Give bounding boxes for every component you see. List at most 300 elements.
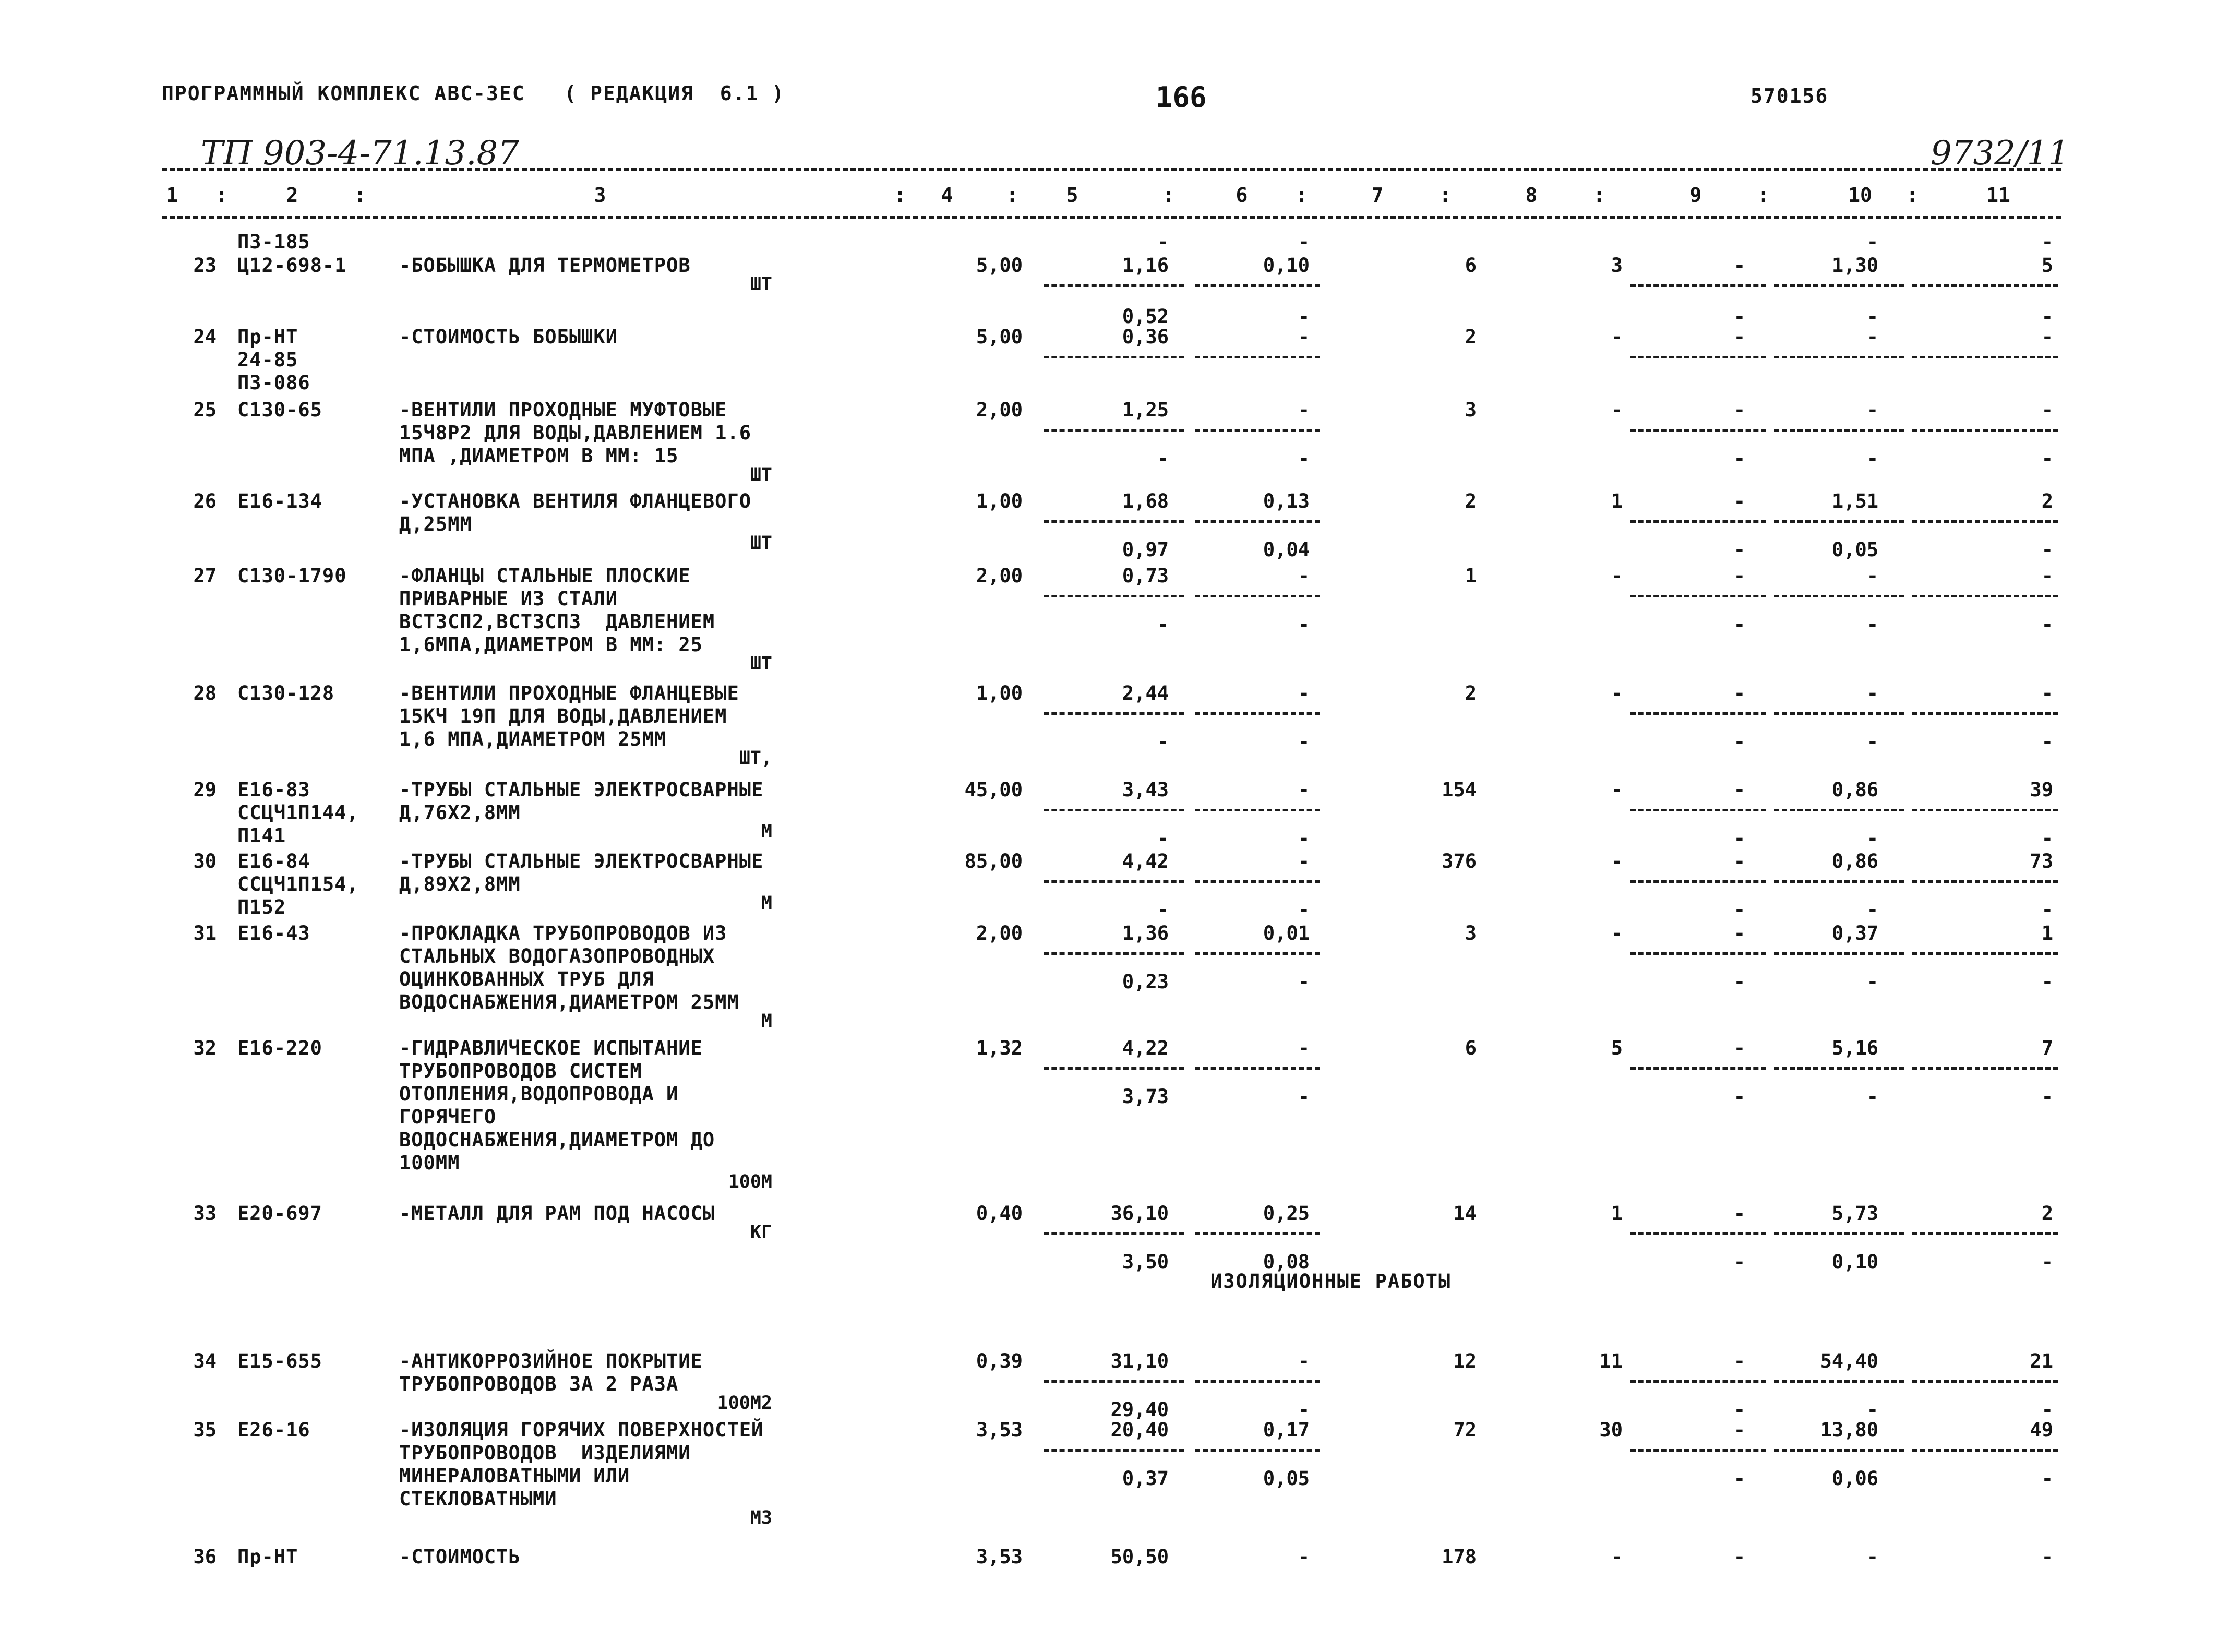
- unit-of-measure: М3: [750, 1507, 772, 1528]
- cell-divider: [1195, 356, 1320, 358]
- item-name: -ТРУБЫ СТАЛЬНЫЕ ЭЛЕКТРОСВАРНЫЕ: [399, 779, 764, 801]
- cell-c8: 11: [1599, 1350, 1623, 1372]
- row-number: 25: [193, 399, 217, 421]
- item-name: -БОБЫШКА ДЛЯ ТЕРМОМЕТРОВ: [399, 254, 691, 277]
- cell-divider: [1195, 1449, 1320, 1452]
- cell-c6-sub: -: [1298, 1085, 1310, 1108]
- cell-c9-sub: -: [1733, 613, 1745, 636]
- cell-c5: 4,22: [1122, 1037, 1169, 1059]
- cell-c5: 1,25: [1122, 399, 1169, 421]
- unit-of-measure: ШТ: [750, 533, 772, 554]
- cell-c7: 376: [1442, 850, 1477, 872]
- item-code: Е26-16: [237, 1419, 310, 1441]
- cell-divider: [1195, 284, 1320, 287]
- cell-c11: 5: [2041, 254, 2053, 277]
- row-number: 34: [193, 1350, 217, 1372]
- cell-divider: [1912, 520, 2058, 523]
- document-code: 570156: [1751, 85, 1829, 107]
- cell-c9: -: [1733, 1546, 1745, 1568]
- cell-c10: 0,86: [1831, 850, 1878, 872]
- cell-c9-sub: -: [1733, 1467, 1745, 1490]
- cell-c9: -: [1733, 850, 1745, 872]
- cell-divider: [1774, 952, 1904, 955]
- cell-divider: [1630, 1449, 1766, 1452]
- cell-divider: [1044, 595, 1184, 597]
- item-name: ВОДОСНАБЖЕНИЯ,ДИАМЕТРОМ ДО: [399, 1129, 715, 1151]
- cell-divider: [1774, 1449, 1904, 1452]
- unit-of-measure: 100М2: [717, 1393, 772, 1414]
- cell-divider: [1912, 595, 2058, 597]
- cell-c5: 50,50: [1110, 1546, 1169, 1568]
- cell-divider: [1630, 880, 1766, 883]
- sheet-number: 9732/11: [1931, 134, 2069, 173]
- page-number: 166: [1156, 81, 1207, 114]
- cell-c4: 3,53: [976, 1419, 1023, 1441]
- cell-divider: [1774, 712, 1904, 715]
- cell-c6: 0,17: [1263, 1419, 1310, 1441]
- cell-c6-sub: -: [1298, 827, 1310, 849]
- row-number: 24: [193, 326, 217, 348]
- cell-divider: [1774, 1067, 1904, 1070]
- cell-c10-sub: 0,05: [1831, 538, 1878, 561]
- cell-divider: [1774, 429, 1904, 432]
- cell-divider: [1912, 1380, 2058, 1383]
- item-code: Е16-83: [237, 779, 310, 801]
- cell-c9: -: [1733, 565, 1745, 587]
- cell-c10-sub: 0,06: [1831, 1467, 1878, 1490]
- cell-c4: 0,40: [976, 1202, 1023, 1225]
- item-name: Д,25ММ: [399, 513, 472, 535]
- cell-c4: 3,53: [976, 1546, 1023, 1568]
- item-name: 15КЧ 19П ДЛЯ ВОДЫ,ДАВЛЕНИЕМ: [399, 705, 727, 727]
- cell-c9-sub: -: [1733, 1251, 1745, 1273]
- cell-c4: 1,00: [976, 682, 1023, 704]
- cell-c7: 6: [1465, 254, 1477, 277]
- item-code: ПЗ-185: [237, 231, 310, 253]
- cell-c9: -: [1733, 305, 1745, 328]
- cell-c5: 3,43: [1122, 779, 1169, 801]
- column-number-5: 5: [1066, 184, 1078, 207]
- cell-c6: -: [1298, 565, 1310, 587]
- cell-c11: -: [2041, 682, 2053, 704]
- cell-c7: 154: [1442, 779, 1477, 801]
- cell-c4: 0,39: [976, 1350, 1023, 1372]
- cell-c5: 0,73: [1122, 565, 1169, 587]
- cell-c10-sub: -: [1866, 827, 1878, 849]
- cell-c6-sub: -: [1298, 1398, 1310, 1421]
- cell-c10-sub: -: [1866, 1085, 1878, 1108]
- cell-c9: -: [1733, 1350, 1745, 1372]
- cell-c9: -: [1733, 1202, 1745, 1225]
- item-name: -СТОИМОСТЬ: [399, 1546, 521, 1568]
- column-number-9: 9: [1689, 184, 1702, 207]
- header-top-rule: [162, 168, 2061, 171]
- cell-divider: [1195, 1067, 1320, 1070]
- item-name: -ТРУБЫ СТАЛЬНЫЕ ЭЛЕКТРОСВАРНЫЕ: [399, 850, 764, 872]
- item-name: -АНТИКОРРОЗИЙНОЕ ПОКРЫТИЕ: [399, 1350, 703, 1372]
- column-separator: :: [1162, 184, 1175, 207]
- cell-c10: 5,16: [1831, 1037, 1878, 1059]
- cell-c5: 2,44: [1122, 682, 1169, 704]
- cell-c6: 0,13: [1263, 490, 1310, 512]
- column-number-7: 7: [1371, 184, 1384, 207]
- cell-divider: [1044, 1449, 1184, 1452]
- cell-divider: [1195, 1380, 1320, 1383]
- item-name: ТРУБОПРОВОДОВ ЗА 2 РАЗА: [399, 1373, 679, 1395]
- cell-c9: -: [1733, 254, 1745, 277]
- cell-c7: 3: [1465, 399, 1477, 421]
- item-name: ТРУБОПРОВОДОВ СИСТЕМ: [399, 1060, 642, 1082]
- row-number: 27: [193, 565, 217, 587]
- item-name: 100ММ: [399, 1152, 460, 1174]
- item-code: Е16-134: [237, 490, 322, 512]
- cell-c11: 39: [2030, 779, 2053, 801]
- item-name: ГОРЯЧЕГО: [399, 1106, 497, 1128]
- cell-divider: [1774, 284, 1904, 287]
- cell-c6-sub: -: [1298, 447, 1310, 470]
- cell-c9: -: [1733, 922, 1745, 944]
- cell-divider: [1774, 595, 1904, 597]
- cell-c5: 4,42: [1122, 850, 1169, 872]
- cell-c11-sub: -: [2041, 731, 2053, 753]
- cell-c11: -: [2041, 1546, 2053, 1568]
- item-name: ПРИВАРНЫЕ ИЗ СТАЛИ: [399, 588, 618, 610]
- cell-c11: 2: [2041, 490, 2053, 512]
- cell-c11: 49: [2030, 1419, 2053, 1441]
- cell-divider: [1912, 356, 2058, 358]
- cell-c10: 13,80: [1820, 1419, 1878, 1441]
- cell-c11: 73: [2030, 850, 2053, 872]
- item-name: ВОДОСНАБЖЕНИЯ,ДИАМЕТРОМ 25ММ: [399, 991, 739, 1013]
- cell-c5: 31,10: [1110, 1350, 1169, 1372]
- unit-of-measure: М: [761, 821, 772, 842]
- item-code: 24-85: [237, 349, 298, 371]
- cell-divider: [1630, 1232, 1766, 1235]
- cell-divider: [1044, 1380, 1184, 1383]
- column-separator: :: [354, 184, 366, 207]
- cell-c4: 85,00: [964, 850, 1023, 872]
- cell-c8: -: [1611, 850, 1623, 872]
- cell-c6: -: [1298, 1037, 1310, 1059]
- cell-c5-sub: 3,50: [1122, 1251, 1169, 1273]
- cell-divider: [1630, 595, 1766, 597]
- cell-c5-sub: -: [1157, 447, 1169, 470]
- unit-of-measure: М: [761, 1011, 772, 1032]
- item-name: 1,6МПА,ДИАМЕТРОМ В ММ: 25: [399, 633, 703, 656]
- row-number: 26: [193, 490, 217, 512]
- cell-divider: [1044, 809, 1184, 811]
- cell-c11: -: [2041, 231, 2053, 253]
- cell-divider: [1195, 880, 1320, 883]
- cell-c6: 0,25: [1263, 1202, 1310, 1225]
- cell-c5: 1,36: [1122, 922, 1169, 944]
- column-number-11: 11: [1986, 184, 2010, 207]
- cell-divider: [1044, 952, 1184, 955]
- unit-of-measure: 100М: [728, 1171, 772, 1192]
- unit-of-measure: ШТ: [750, 653, 772, 674]
- column-separator: :: [1593, 184, 1605, 207]
- column-separator: :: [894, 184, 906, 207]
- cell-divider: [1912, 809, 2058, 811]
- cell-c4: 5,00: [976, 254, 1023, 277]
- cell-c9-sub: -: [1733, 827, 1745, 849]
- cell-c6: -: [1298, 1350, 1310, 1372]
- row-number: 36: [193, 1546, 217, 1568]
- cell-divider: [1774, 880, 1904, 883]
- row-number: 30: [193, 850, 217, 872]
- cell-c10-sub: -: [1866, 447, 1878, 470]
- item-code: С130-128: [237, 682, 335, 704]
- cell-c10-sub: -: [1866, 1398, 1878, 1421]
- cell-c7: 14: [1453, 1202, 1477, 1225]
- item-code: Е20-697: [237, 1202, 322, 1225]
- cell-c11: 2: [2041, 1202, 2053, 1225]
- cell-c11-sub: -: [2041, 899, 2053, 921]
- item-name: Д,89Х2,8ММ: [399, 873, 521, 895]
- cell-c10: -: [1866, 399, 1878, 421]
- cell-divider: [1630, 356, 1766, 358]
- cell-c10-sub: -: [1866, 971, 1878, 993]
- cell-divider: [1195, 952, 1320, 955]
- cell-c4: 1,32: [976, 1037, 1023, 1059]
- row-number: 35: [193, 1419, 217, 1441]
- item-name: -ПРОКЛАДКА ТРУБОПРОВОДОВ ИЗ: [399, 922, 727, 944]
- cell-c9: -: [1733, 682, 1745, 704]
- cell-c8: 30: [1599, 1419, 1623, 1441]
- item-code: Е16-84: [237, 850, 310, 872]
- row-number: 23: [193, 254, 217, 277]
- cell-divider: [1044, 520, 1184, 523]
- cell-c4: 1,00: [976, 490, 1023, 512]
- cell-c10: -: [1866, 231, 1878, 253]
- cell-divider: [1195, 809, 1320, 811]
- cell-c10-sub: -: [1866, 899, 1878, 921]
- item-name: СТЕКЛОВАТНЫМИ: [399, 1488, 557, 1510]
- cell-c8: -: [1611, 565, 1623, 587]
- cell-c9-sub: -: [1733, 731, 1745, 753]
- cell-divider: [1774, 809, 1904, 811]
- cell-c9-sub: -: [1733, 971, 1745, 993]
- column-separator: :: [1439, 184, 1452, 207]
- cell-c7: 2: [1465, 326, 1477, 348]
- cell-c8: -: [1611, 779, 1623, 801]
- cell-divider: [1630, 429, 1766, 432]
- cell-c10: 0,86: [1831, 779, 1878, 801]
- item-name: -ГИДРАВЛИЧЕСКОЕ ИСПЫТАНИЕ: [399, 1037, 703, 1059]
- cell-c6-sub: 0,05: [1263, 1467, 1310, 1490]
- cell-c10-sub: -: [1866, 613, 1878, 636]
- row-number: 28: [193, 682, 217, 704]
- column-separator: :: [1757, 184, 1770, 207]
- cell-c6-sub: -: [1298, 731, 1310, 753]
- cell-c11-sub: -: [2041, 613, 2053, 636]
- cell-c11: -: [2041, 399, 2053, 421]
- row-number: 31: [193, 922, 217, 944]
- unit-of-measure: КГ: [750, 1222, 772, 1243]
- unit-of-measure: М: [761, 893, 772, 914]
- cell-c10: 1,51: [1831, 490, 1878, 512]
- cell-c7: 2: [1465, 490, 1477, 512]
- cell-c6: 0,10: [1263, 254, 1310, 277]
- item-code: Е16-43: [237, 922, 310, 944]
- cell-divider: [1630, 1380, 1766, 1383]
- item-name: -ВЕНТИЛИ ПРОХОДНЫЕ МУФТОВЫЕ: [399, 399, 727, 421]
- item-code: Ц12-698-1: [237, 254, 347, 277]
- cell-divider: [1195, 712, 1320, 715]
- cell-c7: 2: [1465, 682, 1477, 704]
- cell-c4: 5,00: [976, 326, 1023, 348]
- cell-c6-sub: 0,04: [1263, 538, 1310, 561]
- row-number: 32: [193, 1037, 217, 1059]
- cell-divider: [1044, 429, 1184, 432]
- cell-c4: 2,00: [976, 399, 1023, 421]
- cell-c8: -: [1611, 326, 1623, 348]
- cell-divider: [1912, 1067, 2058, 1070]
- cell-divider: [1195, 520, 1320, 523]
- item-name: -МЕТАЛЛ ДЛЯ РАМ ПОД НАСОСЫ: [399, 1202, 715, 1225]
- item-code: Е15-655: [237, 1350, 322, 1372]
- item-name: -ФЛАНЦЫ СТАЛЬНЫЕ ПЛОСКИЕ: [399, 565, 691, 587]
- cell-c4: 45,00: [964, 779, 1023, 801]
- cell-c4: 2,00: [976, 922, 1023, 944]
- cell-c9-sub: -: [1733, 899, 1745, 921]
- item-name: СТАЛЬНЫХ ВОДОГАЗОПРОВОДНЫХ: [399, 945, 715, 967]
- item-code: ССЦЧ1П144,: [237, 801, 359, 824]
- column-number-3: 3: [594, 184, 606, 207]
- cell-c6: -: [1298, 682, 1310, 704]
- cell-c5-sub: 0,23: [1122, 971, 1169, 993]
- unit-of-measure: ШТ: [750, 464, 772, 485]
- cell-c5: 1,16: [1122, 254, 1169, 277]
- cell-c4: 2,00: [976, 565, 1023, 587]
- cell-c11-sub: -: [2041, 827, 2053, 849]
- unit-of-measure: ШТ: [750, 274, 772, 295]
- cell-c10: -: [1866, 1546, 1878, 1568]
- cell-c11: -: [2041, 305, 2053, 328]
- cell-c9-sub: -: [1733, 447, 1745, 470]
- unit-of-measure: ШТ,: [739, 748, 772, 769]
- cell-divider: [1630, 712, 1766, 715]
- column-separator: :: [1296, 184, 1308, 207]
- item-name: ВСТ3СП2,ВСТ3СП3 ДАВЛЕНИЕМ: [399, 610, 715, 633]
- row-number: 33: [193, 1202, 217, 1225]
- cell-c9: -: [1733, 779, 1745, 801]
- cell-divider: [1630, 809, 1766, 811]
- cell-c8: -: [1611, 1546, 1623, 1568]
- cell-c10: -: [1866, 682, 1878, 704]
- cell-c9: -: [1733, 1037, 1745, 1059]
- item-code: ПЗ-086: [237, 372, 310, 394]
- cell-c11: 7: [2041, 1037, 2053, 1059]
- cell-c11-sub: -: [2041, 1467, 2053, 1490]
- project-code: ТП 903-4-71.13.87: [201, 134, 519, 173]
- cell-divider: [1912, 429, 2058, 432]
- cell-c10: 1,30: [1831, 254, 1878, 277]
- cell-c7: 1: [1465, 565, 1477, 587]
- cell-c8: 3: [1611, 254, 1623, 277]
- cell-c7: 178: [1442, 1546, 1477, 1568]
- item-name: ОТОПЛЕНИЯ,ВОДОПРОВОДА И: [399, 1083, 679, 1105]
- cell-c8: 1: [1611, 1202, 1623, 1225]
- cell-c9-sub: -: [1733, 1085, 1745, 1108]
- cell-divider: [1044, 880, 1184, 883]
- cell-c5: 0,52: [1122, 305, 1169, 328]
- cell-divider: [1774, 1380, 1904, 1383]
- cell-divider: [1630, 952, 1766, 955]
- cell-c10-sub: 0,10: [1831, 1251, 1878, 1273]
- row-number: 29: [193, 779, 217, 801]
- cell-c6: -: [1298, 326, 1310, 348]
- cell-c5: 1,68: [1122, 490, 1169, 512]
- cell-divider: [1630, 520, 1766, 523]
- cell-divider: [1630, 1067, 1766, 1070]
- item-name: -СТОИМОСТЬ БОБЫШКИ: [399, 326, 618, 348]
- cell-c5: -: [1157, 231, 1169, 253]
- cell-divider: [1044, 712, 1184, 715]
- cell-c8: 5: [1611, 1037, 1623, 1059]
- item-code: Е16-220: [237, 1037, 322, 1059]
- item-name: 15Ч8Р2 ДЛЯ ВОДЫ,ДАВЛЕНИЕМ 1.6: [399, 422, 752, 444]
- program-title: ПРОГРАММНЫЙ КОМПЛЕКС АВС-3ЕС ( РЕДАКЦИЯ 6.1 ): [162, 82, 785, 105]
- cell-c11-sub: -: [2041, 1398, 2053, 1421]
- cell-c9: -: [1733, 326, 1745, 348]
- cell-c5-sub: 0,37: [1122, 1467, 1169, 1490]
- cell-c6: -: [1298, 231, 1310, 253]
- cell-c11-sub: -: [2041, 447, 2053, 470]
- item-name: ТРУБОПРОВОДОВ ИЗДЕЛИЯМИ: [399, 1442, 691, 1464]
- cell-c11: -: [2041, 326, 2053, 348]
- item-code: С130-65: [237, 399, 322, 421]
- item-code: ССЦЧ1П154,: [237, 873, 359, 895]
- cell-c10: -: [1866, 565, 1878, 587]
- cell-c9-sub: -: [1733, 538, 1745, 561]
- column-number-6: 6: [1236, 184, 1248, 207]
- column-number-1: 1: [166, 184, 178, 207]
- cell-c10-sub: -: [1866, 731, 1878, 753]
- cell-divider: [1630, 284, 1766, 287]
- cell-divider: [1044, 1067, 1184, 1070]
- cell-c9: -: [1733, 399, 1745, 421]
- cell-divider: [1912, 1232, 2058, 1235]
- cell-divider: [1044, 284, 1184, 287]
- cell-c11-sub: -: [2041, 538, 2053, 561]
- cell-c11-sub: -: [2041, 1085, 2053, 1108]
- column-number-8: 8: [1525, 184, 1538, 207]
- cell-divider: [1774, 1232, 1904, 1235]
- cell-divider: [1912, 1449, 2058, 1452]
- cell-c5-sub: -: [1157, 899, 1169, 921]
- cell-divider: [1912, 880, 2058, 883]
- cell-divider: [1912, 712, 2058, 715]
- cell-c7: 6: [1465, 1037, 1477, 1059]
- cell-c5: 0,36: [1122, 326, 1169, 348]
- cell-c6-sub: -: [1298, 899, 1310, 921]
- cell-c11-sub: -: [2041, 1251, 2053, 1273]
- item-name: МИНЕРАЛОВАТНЫМИ ИЛИ: [399, 1465, 630, 1487]
- cell-c6: -: [1298, 1546, 1310, 1568]
- item-code: П141: [237, 824, 286, 847]
- cell-c11: 21: [2030, 1350, 2053, 1372]
- cell-divider: [1195, 1232, 1320, 1235]
- cell-divider: [1195, 595, 1320, 597]
- column-separator: :: [215, 184, 228, 207]
- cell-c7: 72: [1453, 1419, 1477, 1441]
- cell-c8: -: [1611, 399, 1623, 421]
- cell-divider: [1912, 952, 2058, 955]
- cell-c6: -: [1298, 850, 1310, 872]
- cell-c10: 0,37: [1831, 922, 1878, 944]
- cell-c8: -: [1611, 922, 1623, 944]
